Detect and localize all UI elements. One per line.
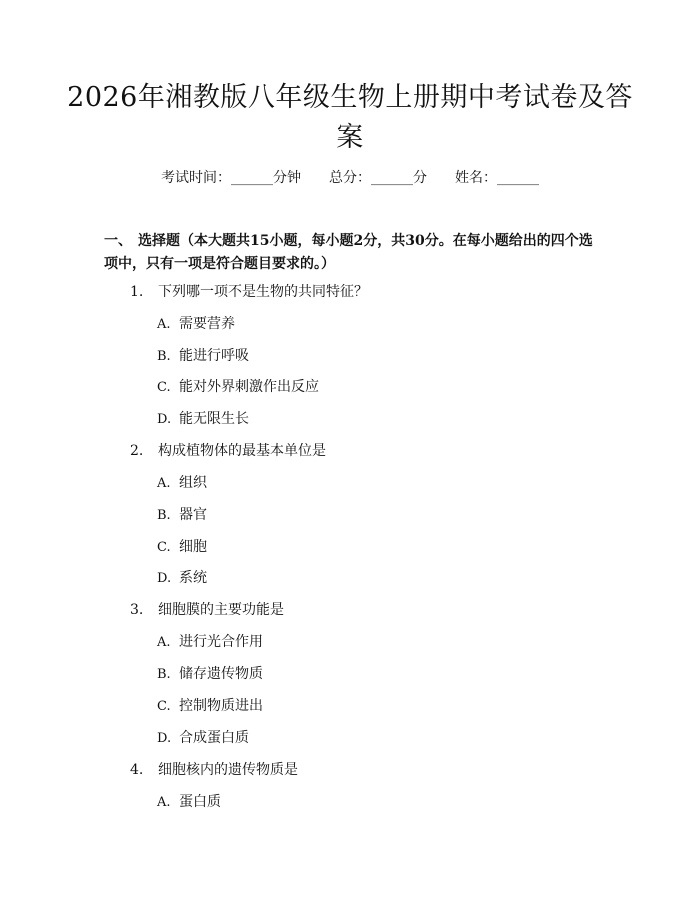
option-text: 需要营养: [179, 316, 235, 332]
question-4: [130, 760, 298, 780]
time-label: 考试时间：: [161, 170, 231, 186]
question-3-option-d: [157, 728, 249, 749]
question-2: [130, 441, 326, 461]
section-number: 一、: [104, 233, 132, 249]
option-text: 蛋白质: [179, 794, 221, 810]
option-text: 细胞: [179, 539, 207, 555]
question-2-option-a: [157, 473, 207, 494]
question-1: [130, 282, 368, 302]
score-blank: ______: [371, 170, 413, 186]
option-text: 器官: [179, 507, 207, 523]
score-label: 总分：: [329, 170, 371, 186]
option-letter: A.: [157, 476, 171, 491]
option-letter: A.: [157, 795, 171, 810]
option-text: 组织: [179, 475, 207, 491]
question-number: 1.: [130, 284, 144, 300]
question-1-option-d: [157, 409, 249, 430]
question-3: [130, 600, 284, 620]
option-text: 能对外界刺激作出反应: [179, 379, 319, 395]
exam-info-line: [0, 168, 700, 188]
option-text: 系统: [179, 570, 207, 586]
question-2-option-d: [157, 568, 207, 589]
question-text: 构成植物体的最基本单位是: [158, 443, 326, 459]
question-3-option-b: [157, 664, 263, 685]
question-number: 2.: [130, 443, 144, 459]
score-unit: 分: [413, 170, 427, 186]
question-text: 细胞核内的遗传物质是: [158, 762, 298, 778]
name-blank: ______: [497, 170, 539, 186]
option-text: 能无限生长: [179, 411, 249, 427]
question-3-option-a: [157, 632, 263, 653]
question-number: 3.: [130, 602, 144, 618]
question-4-option-a: [157, 792, 221, 813]
question-3-option-c: [157, 696, 263, 717]
time-unit: 分钟: [273, 170, 301, 186]
option-letter: B.: [157, 508, 171, 523]
option-text: 进行光合作用: [179, 634, 263, 650]
question-text: 细胞膜的主要功能是: [158, 602, 284, 618]
question-2-option-b: [157, 505, 207, 526]
option-text: 控制物质进出: [179, 698, 263, 714]
option-letter: B.: [157, 667, 171, 682]
option-letter: D.: [157, 412, 172, 427]
question-number: 4.: [130, 762, 144, 778]
page-title: 2026年湘教版八年级生物上册期中考试卷及答案: [67, 82, 633, 153]
option-letter: A.: [157, 635, 171, 650]
question-1-option-c: [157, 377, 319, 398]
option-letter: C.: [157, 380, 171, 395]
option-letter: C.: [157, 540, 171, 555]
option-text: 能进行呼吸: [179, 348, 249, 364]
option-text: 合成蛋白质: [179, 730, 249, 746]
time-blank: ______: [231, 170, 273, 186]
option-letter: D.: [157, 731, 172, 746]
option-letter: D.: [157, 571, 172, 586]
section-heading: [104, 230, 604, 276]
option-letter: A.: [157, 317, 171, 332]
name-label: 姓名：: [455, 170, 497, 186]
question-1-option-b: [157, 346, 249, 367]
question-2-option-c: [157, 537, 207, 558]
option-letter: C.: [157, 699, 171, 714]
question-1-option-a: [157, 314, 235, 335]
section-instructions: 选择题（本大题共15小题，每小题2分，共30分。在每小题给出的四个选项中，只有一项是符合题目要求的。）: [104, 233, 593, 272]
question-text: 下列哪一项不是生物的共同特征？: [158, 284, 368, 300]
option-text: 储存遗传物质: [179, 666, 263, 682]
option-letter: B.: [157, 349, 171, 364]
